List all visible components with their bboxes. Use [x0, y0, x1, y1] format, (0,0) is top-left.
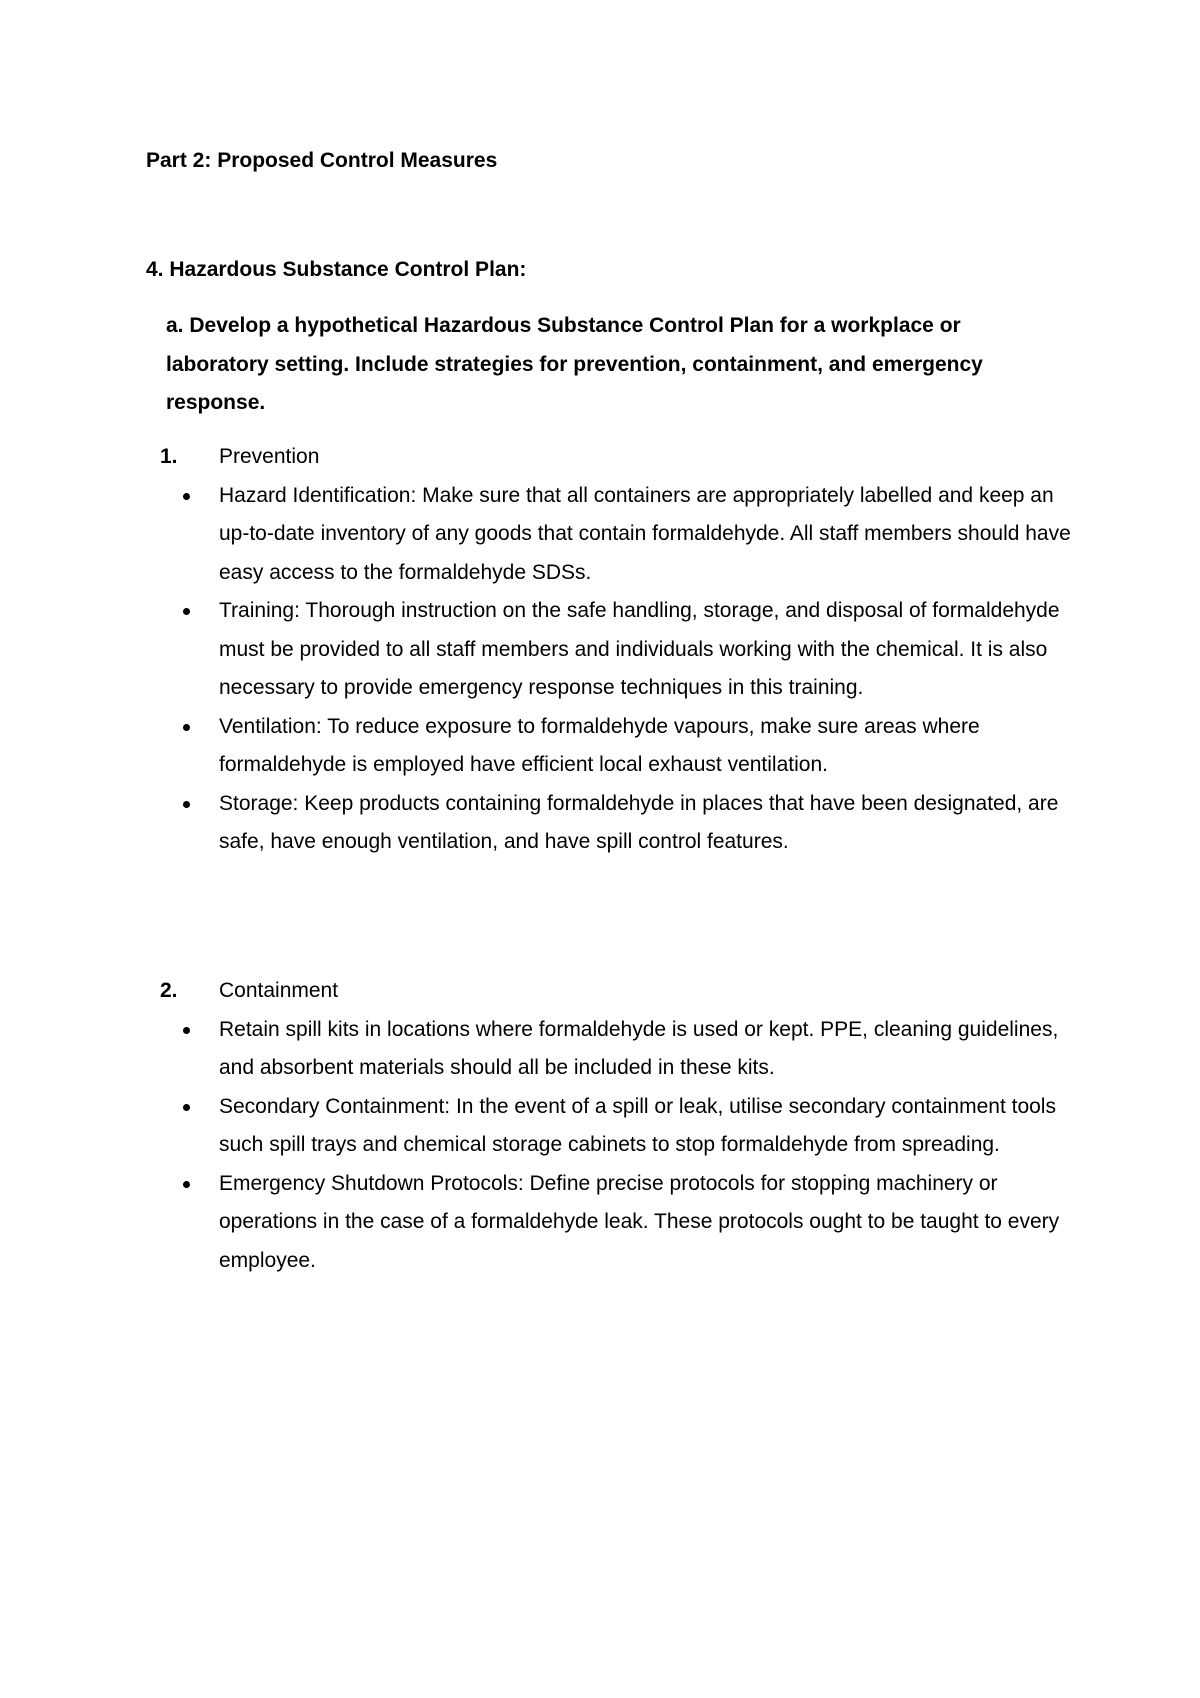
list-item-text: Ventilation: To reduce exposure to formaldehyde vapours, make sure areas where formaldehyde is employed have efficient local exhaust ventilation. — [219, 714, 980, 776]
list-item-text: Retain spill kits in locations where formaldehyde is used or kept. PPE, cleaning guidelines, and absorbent materials should all be included in these kits. — [219, 1017, 1059, 1079]
prevention-bullet-list — [160, 477, 1071, 862]
bullet-icon — [183, 724, 190, 731]
list-item-text: Hazard Identification: Make sure that all containers are appropriately labelled and keep an up-to-date inventory of any goods that contain formaldehyde. All staff members should have easy access to the formaldehyde SDSs. — [219, 483, 1071, 584]
bullet-icon — [183, 1104, 190, 1111]
bullet-icon — [183, 1181, 190, 1188]
section-title: 4. Hazardous Substance Control Plan: — [146, 258, 527, 281]
containment-bullet-list — [160, 1011, 1060, 1281]
section-heading: Prevention — [219, 445, 320, 468]
containment-section — [160, 972, 1060, 1280]
list-item — [160, 708, 1079, 785]
list-item — [160, 1165, 1079, 1281]
section-heading: Containment — [219, 979, 339, 1002]
question-text: a. Develop a hypothetical Hazardous Substance Control Plan for a workplace or laboratory setting. Include strategies for prevention, containment, and emergency response. — [166, 314, 983, 414]
containment-heading — [160, 972, 1060, 1011]
list-item-text: Secondary Containment: In the event of a spill or leak, utilise secondary containment tools such spill trays and chemical storage cabinets to stop formaldehyde from spreading. — [219, 1094, 1056, 1156]
list-item — [160, 785, 1079, 862]
section-number: 2. — [160, 979, 178, 1002]
prevention-section — [160, 438, 1071, 862]
bullet-icon — [183, 801, 190, 808]
list-item-text: Storage: Keep products containing formaldehyde in places that have been designated, are safe, have enough ventilation, and have spill control features. — [219, 791, 1059, 853]
list-item — [160, 1011, 1079, 1088]
prevention-heading — [160, 438, 1060, 477]
list-item-text: Emergency Shutdown Protocols: Define precise protocols for stopping machinery or operations in the case of a formaldehyde leak. These protocols ought to be taught to every employee. — [219, 1171, 1060, 1272]
list-item — [160, 477, 1079, 593]
bullet-icon — [183, 493, 190, 500]
list-item-text: Training: Thorough instruction on the safe handling, storage, and disposal of formaldehyde must be provided to all staff members and individuals working with the chemical. It is also necessary to provide emergency response techniques in this training. — [219, 599, 1060, 699]
bullet-icon — [183, 608, 190, 615]
list-item — [160, 592, 1079, 708]
list-item — [160, 1088, 1079, 1165]
section-number: 1. — [160, 445, 178, 468]
part-title: Part 2: Proposed Control Measures — [146, 149, 498, 172]
bullet-icon — [183, 1027, 190, 1034]
